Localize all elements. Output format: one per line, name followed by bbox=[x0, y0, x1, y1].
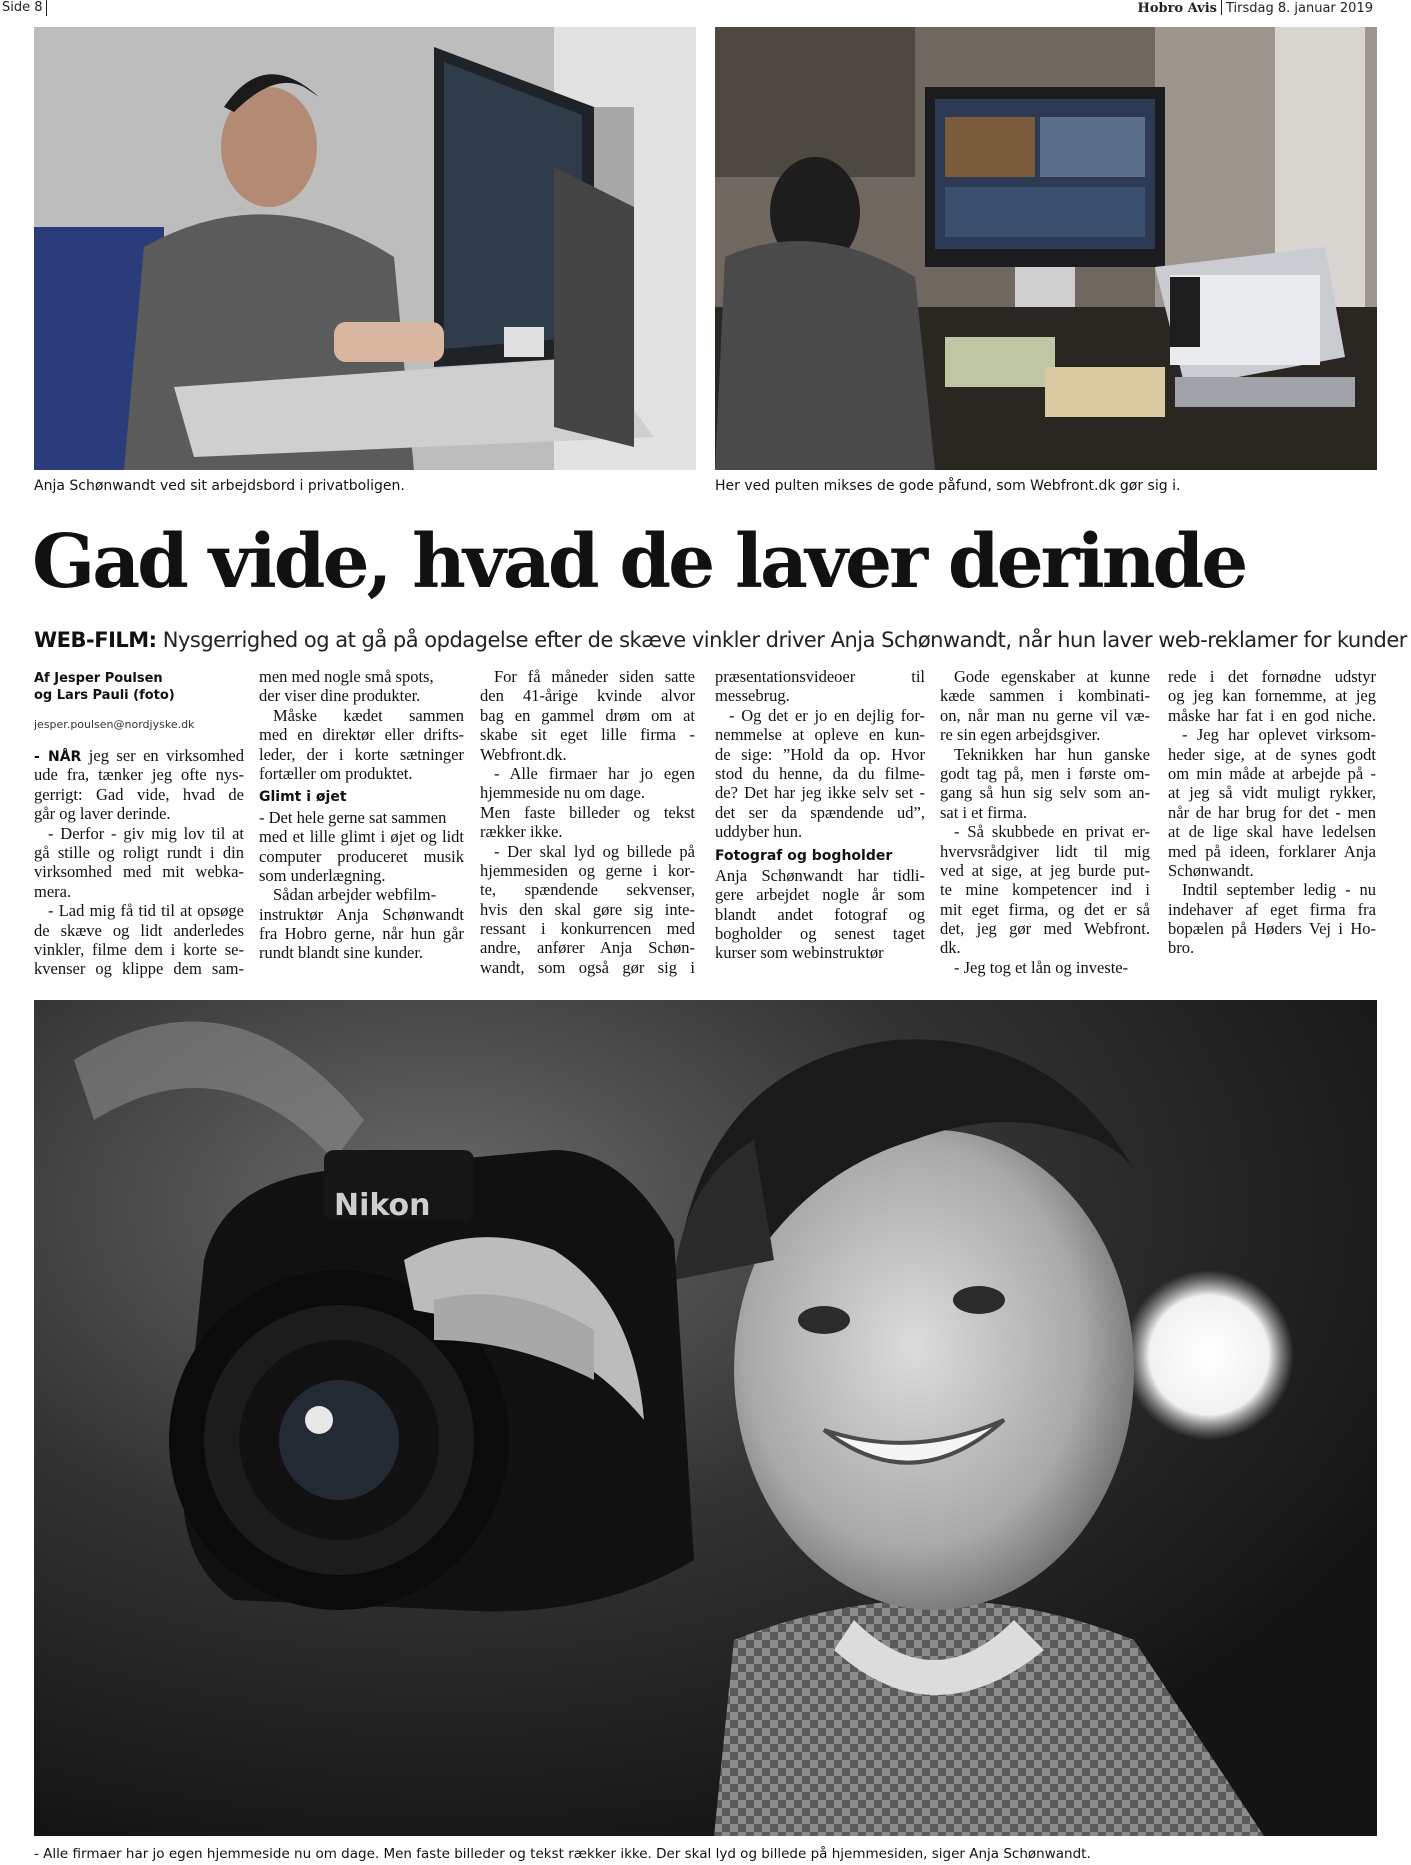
column-line: andre, anfører Anja Schøn- bbox=[480, 938, 695, 958]
column-line: fra Hobro gerne, når hun går bbox=[259, 924, 464, 944]
headline: Gad vide, hvad de laver derinde bbox=[32, 519, 1246, 605]
column-line: de skæve og lidt anderledes bbox=[34, 920, 244, 940]
column-line: skabe sit eget lille firma - bbox=[480, 725, 695, 745]
column-line: med på ideen, forklarer Anja bbox=[1168, 841, 1376, 861]
column-line bbox=[34, 746, 244, 765]
column-line: gå stille og roligt rundt i din bbox=[34, 842, 244, 862]
column-line: hvis den skal gøre sig inte- bbox=[480, 899, 695, 919]
column-line: stod du henne, da du filme- bbox=[715, 763, 925, 783]
column-line: Gode egenskaber at kunne bbox=[954, 667, 1150, 686]
column-line: bro. bbox=[1168, 938, 1195, 958]
camera-brand-logo: Nikon bbox=[334, 1188, 431, 1223]
column-line: hvervsrådgiver lidt til mig bbox=[940, 841, 1150, 861]
column-line: og jeg kan fornemme, at jeg bbox=[1168, 686, 1376, 706]
column-line: nemmelse at opleve en kun- bbox=[715, 725, 925, 745]
column-line: når de har brug for det - men bbox=[1168, 802, 1376, 822]
column-line: Men faste billeder og tekst bbox=[480, 802, 695, 822]
column-line: kvenser og klippe dem sam- bbox=[34, 959, 244, 979]
column-line: uddyber hun. bbox=[715, 822, 803, 842]
article-column-5 bbox=[940, 667, 1150, 977]
column-line: - Og det er jo en dejlig for- bbox=[729, 705, 925, 725]
header-divider-right bbox=[1221, 0, 1222, 15]
deck bbox=[34, 628, 1407, 652]
column-line: rækker ikke. bbox=[480, 822, 563, 842]
column-line: - Så skubbede en privat er- bbox=[954, 822, 1150, 842]
column-line: ude fra, tænker jeg ofte nys- bbox=[34, 765, 244, 785]
column-line: går og laver derinde. bbox=[34, 804, 171, 824]
column-line: blandt andet fotograf og bbox=[715, 904, 925, 924]
column-line: - Der skal lyd og billede på bbox=[494, 841, 695, 861]
column-line: - Jeg har oplevet virksom- bbox=[1182, 725, 1376, 745]
column-line: virksomhed med mit webka- bbox=[34, 862, 244, 882]
paper-name: Hobro Avis bbox=[1137, 1, 1217, 16]
deck-text: Nysgerrighed og at gå på opdagelse efter de skæve vinkler driver Anja Schønwandt, når hun laver web-reklamer for kunder bbox=[162, 628, 1407, 652]
author-email: jesper.poulsen@nordjyske.dk bbox=[34, 718, 195, 731]
column-line: - Lad mig få tid til at opsøge bbox=[48, 901, 244, 921]
column-line: det ser da spændende ud”, bbox=[715, 802, 925, 822]
column-line: men med nogle små spots, bbox=[259, 667, 434, 686]
article-column-4 bbox=[715, 667, 925, 963]
column-line: som underlægning. bbox=[259, 865, 386, 885]
column-line: præsentationsvideoer til bbox=[715, 667, 925, 686]
photo-workdesk-image bbox=[34, 27, 696, 470]
caption-main: - Alle firmaer har jo egen hjemmeside nu om dage. Men faste billeder og tekst rækker ikke. Der skal lyd og billede på hjemmesiden, siger Anja Schønwandt. bbox=[34, 1846, 1091, 1862]
page-number-text: Side 8 bbox=[2, 0, 43, 15]
column-line: heder sige, at de synes godt bbox=[1168, 744, 1376, 764]
column-line: det, jeg gør med Webfront. bbox=[940, 919, 1150, 939]
column-line: Schønwandt. bbox=[1168, 860, 1254, 880]
column-line: dk. bbox=[940, 938, 961, 958]
column-line: computer produceret musik bbox=[259, 846, 464, 866]
column-line: indehaver af eget firma fra bbox=[1168, 899, 1376, 919]
column-line: - Derfor - giv mig lov til at bbox=[48, 823, 244, 843]
column-line: wandt, som også gør sig i bbox=[480, 957, 695, 977]
column-line: gere arbejdet nogle år som bbox=[715, 885, 925, 905]
column-line: Sådan arbejder webfilm- bbox=[273, 885, 437, 905]
photo-portrait-image bbox=[34, 1000, 1377, 1836]
column-line-text: jeg ser en virksomhed bbox=[88, 746, 244, 765]
column-line: at jeg så vidt muligt rykker, bbox=[1168, 783, 1376, 803]
article-column-2 bbox=[259, 667, 464, 963]
column-line: mera. bbox=[34, 881, 72, 901]
column-line: rede i det fornødne udstyr bbox=[1168, 667, 1376, 686]
column-line: sat i et firma. bbox=[940, 802, 1028, 822]
column-line: de sige: ”Hold da op. Hvor bbox=[715, 744, 925, 764]
column-line: med et lille glimt i øjet og lidt bbox=[259, 827, 464, 847]
column-line: gang så hun sig selv som an- bbox=[940, 783, 1150, 803]
column-line: Webfront.dk. bbox=[480, 744, 567, 764]
column-line: re sin egen arbejdsgiver. bbox=[940, 725, 1101, 745]
column-line: vinkler, filme dem i korte se- bbox=[34, 939, 244, 959]
photo-workdesk bbox=[34, 27, 696, 470]
column-line: For få måneder siden satte bbox=[494, 667, 695, 686]
column-line: leder, der i korte sætninger bbox=[259, 744, 464, 764]
column-line: Måske kædet sammen bbox=[273, 705, 464, 725]
column-line: med en direktør eller drifts- bbox=[259, 725, 464, 745]
article-column-1 bbox=[34, 746, 244, 979]
column-line: instruktør Anja Schønwandt bbox=[259, 904, 464, 924]
column-line: te mine kompetencer ind i bbox=[940, 880, 1150, 900]
column-line: Indtil september ledig - nu bbox=[1182, 880, 1376, 900]
photo-portrait-with-camera bbox=[34, 1000, 1377, 1836]
column-line: te, spændende sekvenser, bbox=[480, 880, 695, 900]
column-line: de? Det har jeg ikke selv set - bbox=[715, 783, 925, 803]
column-line: bopælen på Høders Vej i Ho- bbox=[1168, 919, 1376, 939]
deck-label: WEB-FILM: bbox=[34, 628, 157, 652]
header-divider bbox=[46, 0, 47, 16]
column-line: bogholder og senest taget bbox=[715, 924, 925, 944]
column-line: mit eget firma, og det er så bbox=[940, 899, 1150, 919]
column-line: hjemmeside nu om dage. bbox=[480, 783, 645, 803]
column-line: der viser dine produkter. bbox=[259, 686, 421, 706]
column-line: ressant i konkurrencen med bbox=[480, 919, 695, 939]
column-line: - Jeg tog et lån og investe- bbox=[954, 957, 1129, 977]
article-column-3 bbox=[480, 667, 695, 977]
byline-author: Af Jesper Poulsen bbox=[34, 671, 163, 686]
column-line: - Det hele gerne sat sammen bbox=[259, 807, 447, 827]
column-line: gerrigt: Gad vide, hvad de bbox=[34, 784, 244, 804]
byline-photographer: og Lars Pauli (foto) bbox=[34, 688, 175, 703]
photo-editing-desk bbox=[715, 27, 1377, 470]
column-line: rundt blandt sine kunder. bbox=[259, 943, 424, 963]
masthead-info bbox=[1138, 0, 1373, 16]
column-line: måske har fat i en god niche. bbox=[1168, 705, 1376, 725]
column-line: - Alle firmaer har jo egen bbox=[494, 763, 695, 783]
article-column-6 bbox=[1168, 667, 1376, 958]
subheading-glimt: Glimt i øjet bbox=[259, 789, 347, 806]
column-line: kæde sammen i kombinati- bbox=[940, 686, 1150, 706]
page-number bbox=[2, 0, 43, 15]
column-line: bag en gammel drøm om at bbox=[480, 705, 695, 725]
column-line: hjemmesiden og gerne i kor- bbox=[480, 860, 695, 880]
lead-word: - NÅR bbox=[34, 749, 82, 765]
column-line: at de lige skal have ledelsen bbox=[1168, 822, 1376, 842]
byline bbox=[34, 670, 175, 704]
photo-editing-desk-image bbox=[715, 27, 1377, 470]
caption-right: Her ved pulten mikses de gode påfund, som Webfront.dk gør sig i. bbox=[715, 478, 1181, 494]
column-line: on, når man nu gerne vil væ- bbox=[940, 705, 1150, 725]
column-line: Anja Schønwandt har tidli- bbox=[715, 865, 925, 885]
column-line: den 41-årige kvinde alvor bbox=[480, 686, 695, 706]
caption-left: Anja Schønwandt ved sit arbejdsbord i privatboligen. bbox=[34, 478, 405, 494]
column-line: godt tag på, men i første om- bbox=[940, 763, 1150, 783]
column-line: om min måde at arbejde på - bbox=[1168, 763, 1376, 783]
column-line: messebrug. bbox=[715, 686, 790, 706]
column-line: ved at sige, at jeg burde put- bbox=[940, 860, 1150, 880]
column-line: kurser som webinstruktør bbox=[715, 943, 884, 963]
subheading-fotograf: Fotograf og bogholder bbox=[715, 847, 893, 864]
page-header bbox=[0, 0, 1411, 16]
column-line: Teknikken har hun ganske bbox=[954, 744, 1150, 764]
column-line: fortæller om produktet. bbox=[259, 763, 413, 783]
issue-date: Tirsdag 8. januar 2019 bbox=[1226, 1, 1373, 16]
